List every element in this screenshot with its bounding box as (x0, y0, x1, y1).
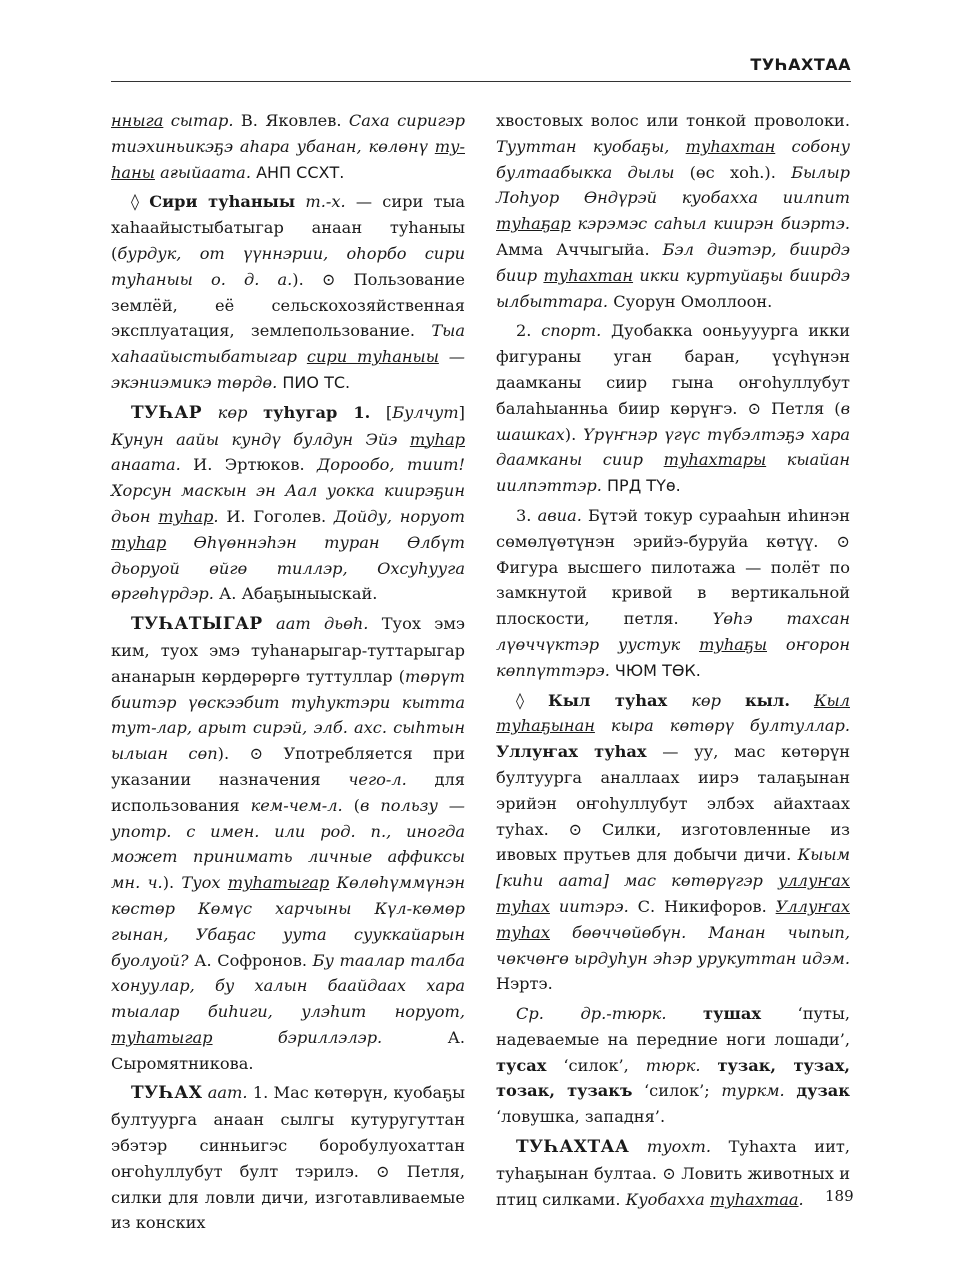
text-run: көр (202, 402, 264, 422)
text-run: ‘силок’, (546, 1055, 646, 1075)
text-run: тушах (703, 1004, 761, 1024)
text-run: туһахтаа (709, 1189, 799, 1209)
text-run: Суорун Омоллоон. (608, 291, 773, 311)
text-run: Туһахта иит, туһаҕынан бултаа. ⊙ Ловить животных и птиц силками. (496, 1137, 850, 1209)
text-run: В. Яковлев. (233, 111, 349, 130)
page-number: 189 (825, 1187, 854, 1205)
text-run (785, 1081, 797, 1100)
text-run: һаны (111, 162, 155, 182)
text-run: Амма Аччыгыйа. (496, 239, 663, 259)
text-run: ). (162, 873, 182, 893)
text-run: тузак, тузах, тозак, тузакъ (496, 1055, 851, 1101)
text-run: Туох (181, 873, 228, 893)
text-run: — экэниэмикэ төрдө. (111, 347, 465, 392)
text-run: Туох эмэ ким, туох эмэ туһанарыгар-туттарыгар ананарын көрдөрөргө туттуллар ( (111, 614, 465, 686)
text-run: туһаҕы (699, 634, 768, 654)
running-header (111, 55, 851, 82)
text-run: туркм. (721, 1081, 785, 1101)
dictionary-entry-paragraph (111, 611, 465, 1076)
text-run: Дорообо, тиит! Хорсун маскын эн Аал уокка киирэҕин дьон (111, 455, 465, 526)
text-run: . (213, 506, 219, 526)
text-run: Саха сиригэр тиэхиньикэҕэ аһара убанан, көлөнү (111, 111, 465, 156)
text-run: Ср. др.-тюрк. (516, 1004, 704, 1024)
text-run: туһатыгар (111, 1027, 213, 1047)
text-run: ( (342, 795, 360, 815)
headword: ТУҺАХ (131, 1083, 203, 1104)
text-run: в шашках (496, 398, 850, 444)
text-run: туһаҕар (496, 214, 571, 234)
text-run: ] мас көтөрүгэр (602, 871, 778, 891)
text-run (701, 1056, 718, 1075)
text-run: АНП ССХТ. (250, 162, 345, 182)
text-run: Кыым [ (496, 845, 850, 891)
text-run: ). (564, 424, 584, 444)
dictionary-entry-paragraph (111, 400, 465, 607)
text-run: туһар (409, 429, 465, 449)
text-run: — сири тыа хаһаайыстыбатыгар анаан туһаныы ( (111, 192, 465, 263)
right-column (496, 108, 850, 1216)
dictionary-entry-paragraph (111, 108, 465, 185)
text-run: Тууттан куобаҕы, (496, 136, 686, 156)
text-run: сири туһаныы (306, 347, 439, 367)
text-run: Былыр Лоһуор Өндүрэй куобахха иилпит (496, 162, 850, 208)
text-run: ПРД ТҮө. (601, 476, 681, 496)
dictionary-entry-paragraph (496, 688, 850, 998)
text-run: туһугар 1. (263, 402, 371, 422)
text-run (790, 691, 814, 710)
text-run: ПИО ТС. (277, 372, 351, 392)
text-run: Уллуҥах туһах (496, 896, 850, 942)
text-run: Көлөһүммүнэн көстөр Көмүс харчыны Күл-көмөр гынан, Убаҕас уута сууккайарын буолуой? (111, 873, 465, 970)
text-run: в пользу — употр. с имен. или род. п., иногда может принимать личные аффиксы мн. ч. (111, 795, 465, 893)
text-run: хвостовых волос или тонкой проволоки. (496, 111, 850, 130)
text-run: кем-чем-л. (250, 795, 343, 815)
text-run: С. Никифоров. (628, 896, 776, 916)
left-column (111, 108, 465, 1240)
text-run: А. Абаҕыныыскай. (213, 584, 378, 604)
headword: ТУҺАТЫГАР (131, 614, 263, 635)
text-run: Дуобакка ооньууурга икки фигураны уган баран, үсүһүнэн даамканы сиир гына оҥоһуллубут балаһыанньа биир көрүҥэ. ⊙ Петля ( (496, 321, 851, 418)
text-run: ЧЮМ ТӨК. (609, 660, 701, 680)
text-run: 3. (516, 505, 538, 525)
text-run: икки куртуйаҕы биирдэ ылбыттара. (496, 265, 850, 311)
text-run: аат. (202, 1083, 248, 1103)
text-run: бэриллэлэр. (212, 1027, 383, 1047)
text-run: кыра көтөрү бултуллар. (594, 716, 850, 736)
text-run: кэрэмэс саһыл киирэн биэртэ. (570, 214, 850, 234)
text-run: ◊ (131, 192, 150, 212)
text-run: ‘ловушка, западня’. (496, 1107, 666, 1127)
dictionary-entry-paragraph (496, 503, 850, 684)
text-run: аат дьөһ. (262, 614, 369, 634)
text-run: (өс хоһ.). (674, 162, 792, 182)
running-header-title: ТУҺАХТАА (750, 55, 851, 74)
text-run: спорт. (541, 321, 602, 341)
text-run: тюрк. (645, 1055, 701, 1075)
text-run: төрүт биитэр үөскээбит туһуктэри кытта тут-лар, арыт сирэй, элб. ахс. сыһтын ылыан сөп (111, 666, 465, 764)
text-run: И. Эртюков. (180, 455, 318, 475)
dictionary-entry-paragraph (496, 1001, 850, 1130)
text-run: ] (458, 402, 465, 422)
text-run: Сири туһаныы (149, 192, 296, 212)
text-run: сытар. (163, 111, 234, 130)
text-run: 2. (516, 321, 542, 341)
text-run: оҥорон көппүттэрэ. (496, 634, 850, 680)
text-run: Тыа хаһаайыстыбатыгар (111, 321, 465, 367)
text-run: уллуҥах туһах (496, 871, 850, 916)
text-run: Бу таалар талба хонуулар, бу халын баайдаах хара тыалар биһиги, улэһит норуот, (111, 950, 465, 1022)
text-run: [ (370, 402, 393, 422)
text-run: для использования (111, 769, 465, 815)
text-run: дузак (796, 1081, 850, 1101)
text-run: Бэл диэтэр, биирдэ биир (496, 239, 850, 285)
text-run: т.-х. (295, 192, 346, 212)
text-run: киһи аата (502, 871, 603, 891)
text-run: туһахтан (543, 265, 634, 285)
text-run: Нэртэ. (496, 974, 553, 994)
text-run: бөөччөйөбүн. Манан чыпып, чөкчөҥө ырдуһун эһэр урукуттан идэм. (496, 922, 850, 968)
text-run: — уу, мас көтөрүн бултуурга аналлаах иирэ талаҕынан эрийэн оҥоһуллубут элбэх айахтаах туһах. ⊙ Силки, изготовленные из ивовых прутьев для добычи дичи. (496, 742, 850, 865)
text-run: бурдук, от үүннэрии, оһорбо сири туһаныы о. д. а. (111, 243, 465, 289)
text-run: 1. Мас көтөрүн, куобаҕы бултуурга анаан сылгы кутуругуттан эбэтэр синньигэс боробулуохаттан оҥоһуллубут булт тэрилэ. ⊙ Петля, силки для ловли дичи, изготавливаемые из конских (111, 1083, 465, 1233)
text-run: туһар (158, 506, 214, 526)
dictionary-entry-paragraph (496, 108, 850, 314)
headword: ТУҺАР (131, 402, 203, 423)
text-run: Булчут (392, 402, 459, 422)
text-run: туһахтары (663, 450, 767, 470)
text-run: туохт. (629, 1137, 711, 1157)
text-run: туһахтан (685, 136, 776, 156)
text-run: А. Сыромятникова. (111, 1027, 465, 1073)
text-run: Кыл туһаҕынан (496, 690, 850, 736)
text-run: Куобахха (625, 1189, 710, 1209)
text-run: туһатыгар (227, 873, 330, 893)
text-run: Өһүөннэһэн туран Өлбүт дьоруой өйгө тиллэр, Охсуһууга өргөһүрдэр. (111, 532, 465, 604)
text-run: авиа. (537, 505, 582, 525)
text-run: иитэрэ. (549, 896, 629, 916)
text-run: анаата. (111, 455, 181, 475)
text-run: кыл. (744, 690, 790, 710)
text-run: А. Софронов. (188, 950, 313, 970)
dictionary-entry-paragraph (111, 1080, 465, 1236)
text-run: ‘путы, надеваемые на передние ноги лошади’, (496, 1004, 850, 1049)
dictionary-entry-paragraph (496, 318, 850, 499)
text-run: чего-л. (348, 769, 407, 789)
text-run: көр (667, 690, 745, 710)
text-run: Үрүҥнэр үгүс түбэлтэҕэ хара даамканы сиир (496, 424, 851, 470)
text-run: ). ⊙ Употребляется при указании назначения (111, 744, 465, 789)
text-run: ◊ (516, 690, 549, 710)
text-run: ). ⊙ Пользование землёй, её сельскохозяйственная эксплуатация, землепользование. (111, 269, 465, 341)
text-run: собону бултаабыкка дылы (496, 136, 850, 182)
dictionary-entry-paragraph (496, 1134, 850, 1212)
text-run: ту- (434, 136, 465, 156)
text-run: Үөһэ тахсан лүөччүктэр уустук (496, 609, 851, 654)
text-run: Кунун аайы кундү булдун Эйэ (111, 429, 410, 449)
text-run: нныга (111, 111, 164, 130)
text-run: Уллуҥах туһах (496, 742, 647, 762)
text-run: Дойду, норуот (333, 506, 465, 526)
dictionary-entry-paragraph (111, 189, 465, 395)
text-run: Кыл туһах (548, 690, 668, 710)
text-run: ‘силок’; (632, 1081, 722, 1101)
text-run: Бүтэй токур сурааһын иһинэн сөмөлүөтүнэн эрийэ-буруйа көтүү. ⊙ Фигура высшего пилотажа — полёт по замкнутой кривой в вертикальной плоскости, петля. (496, 505, 851, 629)
text-run: . (798, 1189, 804, 1209)
text-run: тусах (496, 1055, 547, 1075)
text-run: ағыйаата. (154, 162, 251, 182)
text-run: кыайан иилпэттэр. (496, 450, 851, 496)
text-run: И. Гоголев. (218, 506, 334, 526)
text-run: туһар (111, 532, 167, 552)
headword: ТУҺАХТАА (516, 1137, 630, 1158)
